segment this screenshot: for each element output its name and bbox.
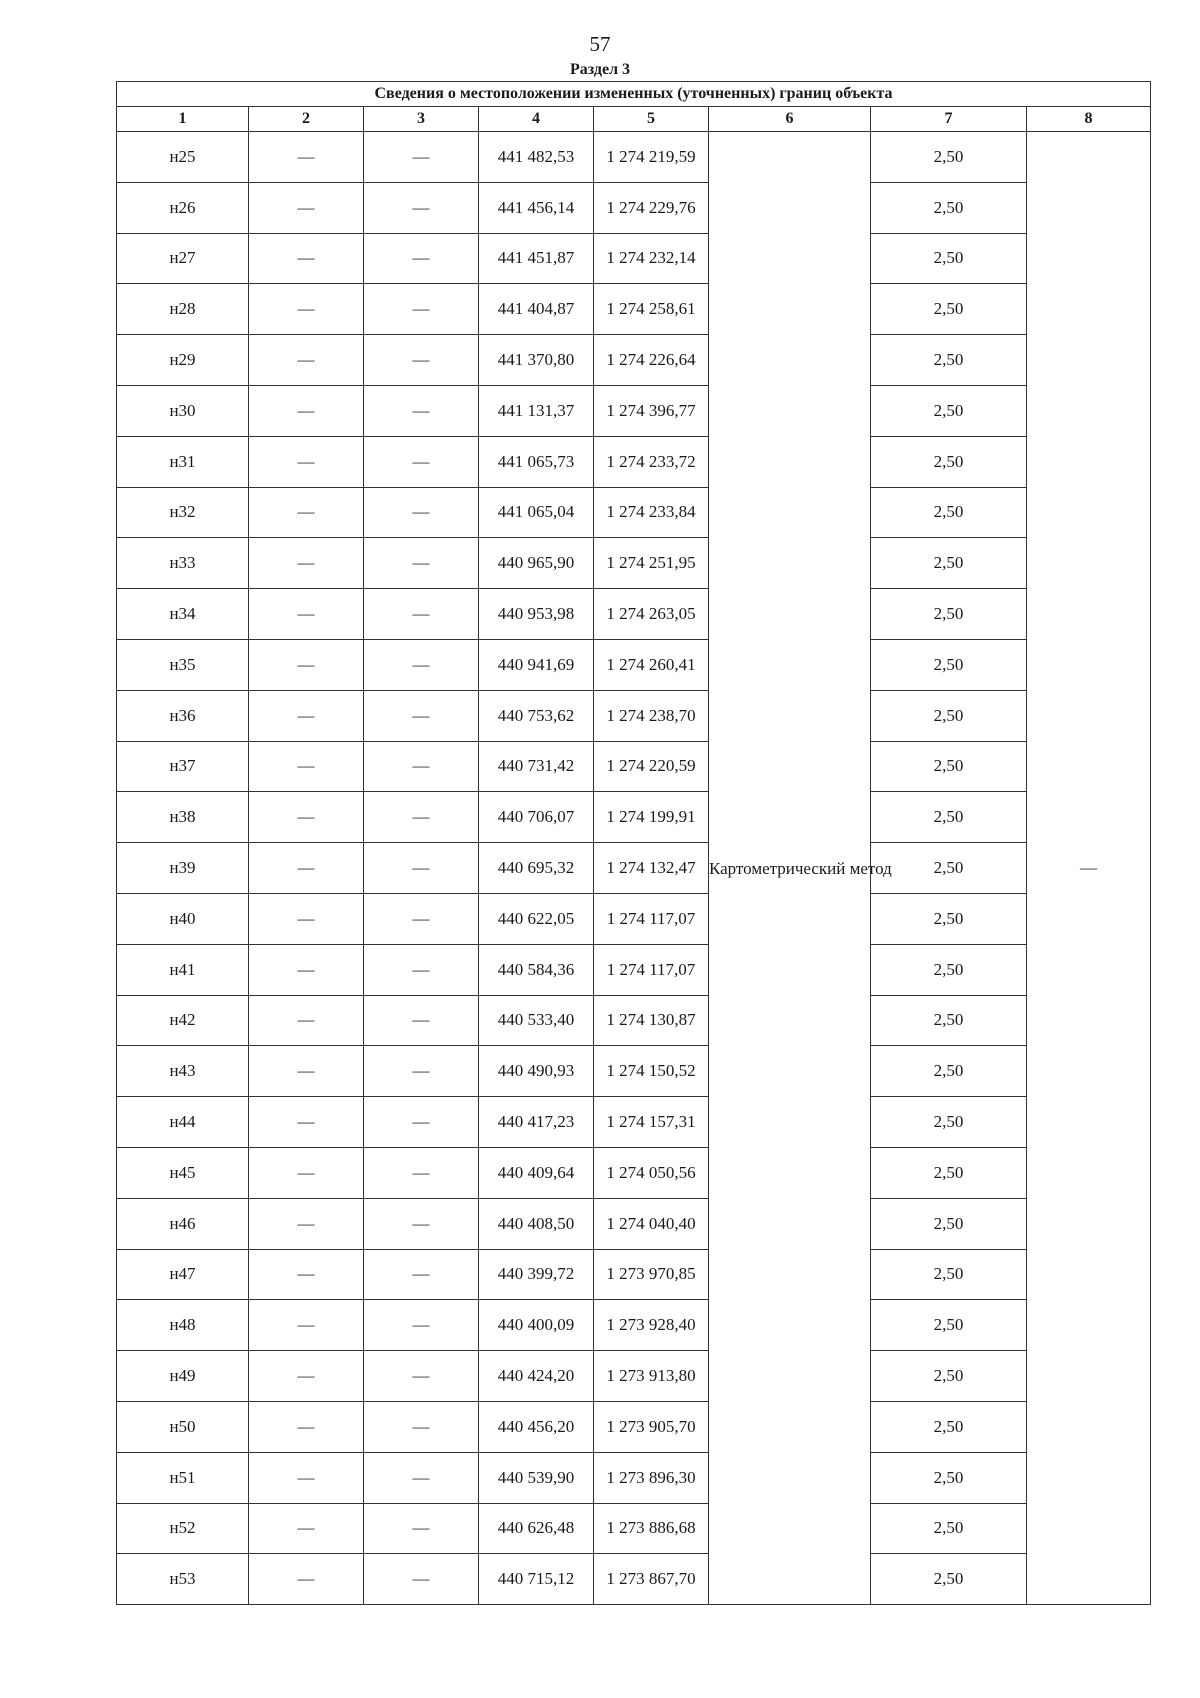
- accuracy-cell: 2,50: [871, 1097, 1027, 1148]
- col3-cell: —: [364, 1097, 479, 1148]
- accuracy-cell: 2,50: [871, 639, 1027, 690]
- x-coordinate-cell: 440 695,32: [479, 843, 594, 894]
- column-header-4: 4: [479, 107, 594, 132]
- point-name-cell: н34: [117, 589, 249, 640]
- table-row: [117, 436, 1151, 487]
- col2-cell: —: [249, 639, 364, 690]
- y-coordinate-cell: 1 274 130,87: [594, 995, 709, 1046]
- col3-cell: —: [364, 1452, 479, 1503]
- x-coordinate-cell: 440 417,23: [479, 1097, 594, 1148]
- col3-cell: —: [364, 589, 479, 640]
- point-name-cell: н53: [117, 1554, 249, 1605]
- col2-cell: —: [249, 182, 364, 233]
- accuracy-cell: 2,50: [871, 233, 1027, 284]
- col3-cell: —: [364, 335, 479, 386]
- col3-cell: —: [364, 995, 479, 1046]
- col2-cell: —: [249, 792, 364, 843]
- y-coordinate-cell: 1 274 251,95: [594, 538, 709, 589]
- col2-cell: —: [249, 995, 364, 1046]
- table-row: [117, 284, 1151, 335]
- x-coordinate-cell: 440 584,36: [479, 944, 594, 995]
- col3-cell: —: [364, 639, 479, 690]
- col3-cell: —: [364, 1046, 479, 1097]
- y-coordinate-cell: 1 274 238,70: [594, 690, 709, 741]
- col3-cell: —: [364, 690, 479, 741]
- col2-cell: —: [249, 1147, 364, 1198]
- x-coordinate-cell: 440 753,62: [479, 690, 594, 741]
- point-name-cell: н37: [117, 741, 249, 792]
- table-row: [117, 487, 1151, 538]
- y-coordinate-cell: 1 273 970,85: [594, 1249, 709, 1300]
- point-name-cell: н26: [117, 182, 249, 233]
- x-coordinate-cell: 441 404,87: [479, 284, 594, 335]
- col3-cell: —: [364, 1503, 479, 1554]
- y-coordinate-cell: 1 273 886,68: [594, 1503, 709, 1554]
- table-row: [117, 995, 1151, 1046]
- table-row: [117, 1300, 1151, 1351]
- accuracy-cell: 2,50: [871, 1147, 1027, 1198]
- col3-cell: —: [364, 487, 479, 538]
- table-row: [117, 335, 1151, 386]
- point-name-cell: н43: [117, 1046, 249, 1097]
- y-coordinate-cell: 1 273 928,40: [594, 1300, 709, 1351]
- table-row: [117, 182, 1151, 233]
- point-name-cell: н47: [117, 1249, 249, 1300]
- accuracy-cell: 2,50: [871, 1249, 1027, 1300]
- col3-cell: —: [364, 843, 479, 894]
- y-coordinate-cell: 1 274 150,52: [594, 1046, 709, 1097]
- table-row: [117, 1147, 1151, 1198]
- boundary-table: [116, 81, 1151, 1605]
- table-row: [117, 741, 1151, 792]
- accuracy-cell: 2,50: [871, 1300, 1027, 1351]
- table-row: [117, 1503, 1151, 1554]
- y-coordinate-cell: 1 274 199,91: [594, 792, 709, 843]
- column-header-7: 7: [871, 107, 1027, 132]
- col2-cell: —: [249, 1249, 364, 1300]
- x-coordinate-cell: 441 065,04: [479, 487, 594, 538]
- table-row: [117, 1554, 1151, 1605]
- accuracy-cell: 2,50: [871, 589, 1027, 640]
- y-coordinate-cell: 1 274 263,05: [594, 589, 709, 640]
- y-coordinate-cell: 1 274 220,59: [594, 741, 709, 792]
- col3-cell: —: [364, 792, 479, 843]
- col3-cell: —: [364, 1249, 479, 1300]
- col8-cell: —: [1027, 132, 1151, 1605]
- accuracy-cell: 2,50: [871, 843, 1027, 894]
- col2-cell: —: [249, 1452, 364, 1503]
- y-coordinate-cell: 1 274 226,64: [594, 335, 709, 386]
- table-row: [117, 639, 1151, 690]
- col2-cell: —: [249, 741, 364, 792]
- point-name-cell: н25: [117, 132, 249, 183]
- table-row: [117, 1452, 1151, 1503]
- table-row: [117, 944, 1151, 995]
- point-name-cell: н29: [117, 335, 249, 386]
- x-coordinate-cell: 440 409,64: [479, 1147, 594, 1198]
- x-coordinate-cell: 440 400,09: [479, 1300, 594, 1351]
- x-coordinate-cell: 440 408,50: [479, 1198, 594, 1249]
- y-coordinate-cell: 1 274 260,41: [594, 639, 709, 690]
- table-row: [117, 690, 1151, 741]
- table-row: [117, 538, 1151, 589]
- point-name-cell: н44: [117, 1097, 249, 1148]
- point-name-cell: н50: [117, 1401, 249, 1452]
- accuracy-cell: 2,50: [871, 1046, 1027, 1097]
- accuracy-cell: 2,50: [871, 944, 1027, 995]
- x-coordinate-cell: 441 131,37: [479, 385, 594, 436]
- point-name-cell: н49: [117, 1351, 249, 1402]
- x-coordinate-cell: 440 941,69: [479, 639, 594, 690]
- accuracy-cell: 2,50: [871, 1198, 1027, 1249]
- x-coordinate-cell: 440 706,07: [479, 792, 594, 843]
- y-coordinate-cell: 1 273 867,70: [594, 1554, 709, 1605]
- point-name-cell: н27: [117, 233, 249, 284]
- col3-cell: —: [364, 1401, 479, 1452]
- table-caption: Сведения о местоположении измененных (уточненных) границ объекта: [117, 82, 1151, 107]
- accuracy-cell: 2,50: [871, 436, 1027, 487]
- x-coordinate-cell: 440 953,98: [479, 589, 594, 640]
- point-name-cell: н28: [117, 284, 249, 335]
- col3-cell: —: [364, 233, 479, 284]
- point-name-cell: н41: [117, 944, 249, 995]
- table-row: [117, 1351, 1151, 1402]
- method-cell: Картометрический метод: [709, 132, 871, 1605]
- table-row: [117, 792, 1151, 843]
- accuracy-cell: 2,50: [871, 487, 1027, 538]
- col3-cell: —: [364, 741, 479, 792]
- accuracy-cell: 2,50: [871, 132, 1027, 183]
- point-name-cell: н42: [117, 995, 249, 1046]
- col3-cell: —: [364, 944, 479, 995]
- accuracy-cell: 2,50: [871, 1351, 1027, 1402]
- column-header-3: 3: [364, 107, 479, 132]
- y-coordinate-cell: 1 274 233,72: [594, 436, 709, 487]
- y-coordinate-cell: 1 273 896,30: [594, 1452, 709, 1503]
- accuracy-cell: 2,50: [871, 792, 1027, 843]
- table-row: [117, 589, 1151, 640]
- x-coordinate-cell: 440 622,05: [479, 893, 594, 944]
- point-name-cell: н39: [117, 843, 249, 894]
- y-coordinate-cell: 1 274 396,77: [594, 385, 709, 436]
- point-name-cell: н36: [117, 690, 249, 741]
- x-coordinate-cell: 440 424,20: [479, 1351, 594, 1402]
- col2-cell: —: [249, 1401, 364, 1452]
- column-header-1: 1: [117, 107, 249, 132]
- col2-cell: —: [249, 944, 364, 995]
- x-coordinate-cell: 440 965,90: [479, 538, 594, 589]
- x-coordinate-cell: 441 065,73: [479, 436, 594, 487]
- accuracy-cell: 2,50: [871, 741, 1027, 792]
- column-header-6: 6: [709, 107, 871, 132]
- col2-cell: —: [249, 893, 364, 944]
- col2-cell: —: [249, 1300, 364, 1351]
- accuracy-cell: 2,50: [871, 1554, 1027, 1605]
- col2-cell: —: [249, 1046, 364, 1097]
- point-name-cell: н38: [117, 792, 249, 843]
- accuracy-cell: 2,50: [871, 1401, 1027, 1452]
- y-coordinate-cell: 1 274 233,84: [594, 487, 709, 538]
- y-coordinate-cell: 1 273 913,80: [594, 1351, 709, 1402]
- x-coordinate-cell: 440 715,12: [479, 1554, 594, 1605]
- col2-cell: —: [249, 132, 364, 183]
- column-header-8: 8: [1027, 107, 1151, 132]
- x-coordinate-cell: 440 456,20: [479, 1401, 594, 1452]
- col2-cell: —: [249, 1503, 364, 1554]
- accuracy-cell: 2,50: [871, 335, 1027, 386]
- y-coordinate-cell: 1 274 157,31: [594, 1097, 709, 1148]
- table-row: [117, 1249, 1151, 1300]
- table-row: [117, 1097, 1151, 1148]
- point-name-cell: н35: [117, 639, 249, 690]
- col3-cell: —: [364, 182, 479, 233]
- col3-cell: —: [364, 436, 479, 487]
- point-name-cell: н30: [117, 385, 249, 436]
- col2-cell: —: [249, 335, 364, 386]
- col3-cell: —: [364, 1300, 479, 1351]
- x-coordinate-cell: 441 451,87: [479, 233, 594, 284]
- x-coordinate-cell: 441 456,14: [479, 182, 594, 233]
- y-coordinate-cell: 1 274 040,40: [594, 1198, 709, 1249]
- accuracy-cell: 2,50: [871, 995, 1027, 1046]
- col2-cell: —: [249, 843, 364, 894]
- y-coordinate-cell: 1 274 219,59: [594, 132, 709, 183]
- table-row: [117, 132, 1151, 183]
- y-coordinate-cell: 1 274 229,76: [594, 182, 709, 233]
- table-row: [117, 1046, 1151, 1097]
- point-name-cell: н31: [117, 436, 249, 487]
- column-header-row: [117, 107, 1151, 132]
- col2-cell: —: [249, 1351, 364, 1402]
- point-name-cell: н40: [117, 893, 249, 944]
- point-name-cell: н45: [117, 1147, 249, 1198]
- accuracy-cell: 2,50: [871, 690, 1027, 741]
- x-coordinate-cell: 440 399,72: [479, 1249, 594, 1300]
- x-coordinate-cell: 440 731,42: [479, 741, 594, 792]
- y-coordinate-cell: 1 274 132,47: [594, 843, 709, 894]
- col3-cell: —: [364, 538, 479, 589]
- col3-cell: —: [364, 132, 479, 183]
- col2-cell: —: [249, 385, 364, 436]
- y-coordinate-cell: 1 274 117,07: [594, 893, 709, 944]
- y-coordinate-cell: 1 274 117,07: [594, 944, 709, 995]
- accuracy-cell: 2,50: [871, 1452, 1027, 1503]
- point-name-cell: н51: [117, 1452, 249, 1503]
- accuracy-cell: 2,50: [871, 385, 1027, 436]
- point-name-cell: н52: [117, 1503, 249, 1554]
- x-coordinate-cell: 440 539,90: [479, 1452, 594, 1503]
- col2-cell: —: [249, 233, 364, 284]
- col2-cell: —: [249, 1198, 364, 1249]
- col2-cell: —: [249, 538, 364, 589]
- col3-cell: —: [364, 385, 479, 436]
- y-coordinate-cell: 1 274 050,56: [594, 1147, 709, 1198]
- point-name-cell: н46: [117, 1198, 249, 1249]
- x-coordinate-cell: 440 533,40: [479, 995, 594, 1046]
- table-row: [117, 843, 1151, 894]
- column-header-2: 2: [249, 107, 364, 132]
- section-title: Раздел 3: [569, 61, 631, 78]
- col2-cell: —: [249, 284, 364, 335]
- point-name-cell: н48: [117, 1300, 249, 1351]
- table-row: [117, 233, 1151, 284]
- table-row: [117, 1198, 1151, 1249]
- table-row: [117, 893, 1151, 944]
- col3-cell: —: [364, 1147, 479, 1198]
- col2-cell: —: [249, 1554, 364, 1605]
- col3-cell: —: [364, 284, 479, 335]
- col3-cell: —: [364, 893, 479, 944]
- x-coordinate-cell: 440 626,48: [479, 1503, 594, 1554]
- point-name-cell: н33: [117, 538, 249, 589]
- page-number: 57: [589, 32, 611, 56]
- table-row: [117, 1401, 1151, 1452]
- col3-cell: —: [364, 1198, 479, 1249]
- col3-cell: —: [364, 1554, 479, 1605]
- accuracy-cell: 2,50: [871, 538, 1027, 589]
- col3-cell: —: [364, 1351, 479, 1402]
- table-row: [117, 385, 1151, 436]
- accuracy-cell: 2,50: [871, 893, 1027, 944]
- col2-cell: —: [249, 589, 364, 640]
- y-coordinate-cell: 1 273 905,70: [594, 1401, 709, 1452]
- col2-cell: —: [249, 436, 364, 487]
- accuracy-cell: 2,50: [871, 1503, 1027, 1554]
- col2-cell: —: [249, 1097, 364, 1148]
- col2-cell: —: [249, 690, 364, 741]
- y-coordinate-cell: 1 274 232,14: [594, 233, 709, 284]
- accuracy-cell: 2,50: [871, 182, 1027, 233]
- x-coordinate-cell: 441 482,53: [479, 132, 594, 183]
- x-coordinate-cell: 441 370,80: [479, 335, 594, 386]
- point-name-cell: н32: [117, 487, 249, 538]
- table-body: [117, 132, 1151, 1605]
- accuracy-cell: 2,50: [871, 284, 1027, 335]
- y-coordinate-cell: 1 274 258,61: [594, 284, 709, 335]
- column-header-5: 5: [594, 107, 709, 132]
- col2-cell: —: [249, 487, 364, 538]
- x-coordinate-cell: 440 490,93: [479, 1046, 594, 1097]
